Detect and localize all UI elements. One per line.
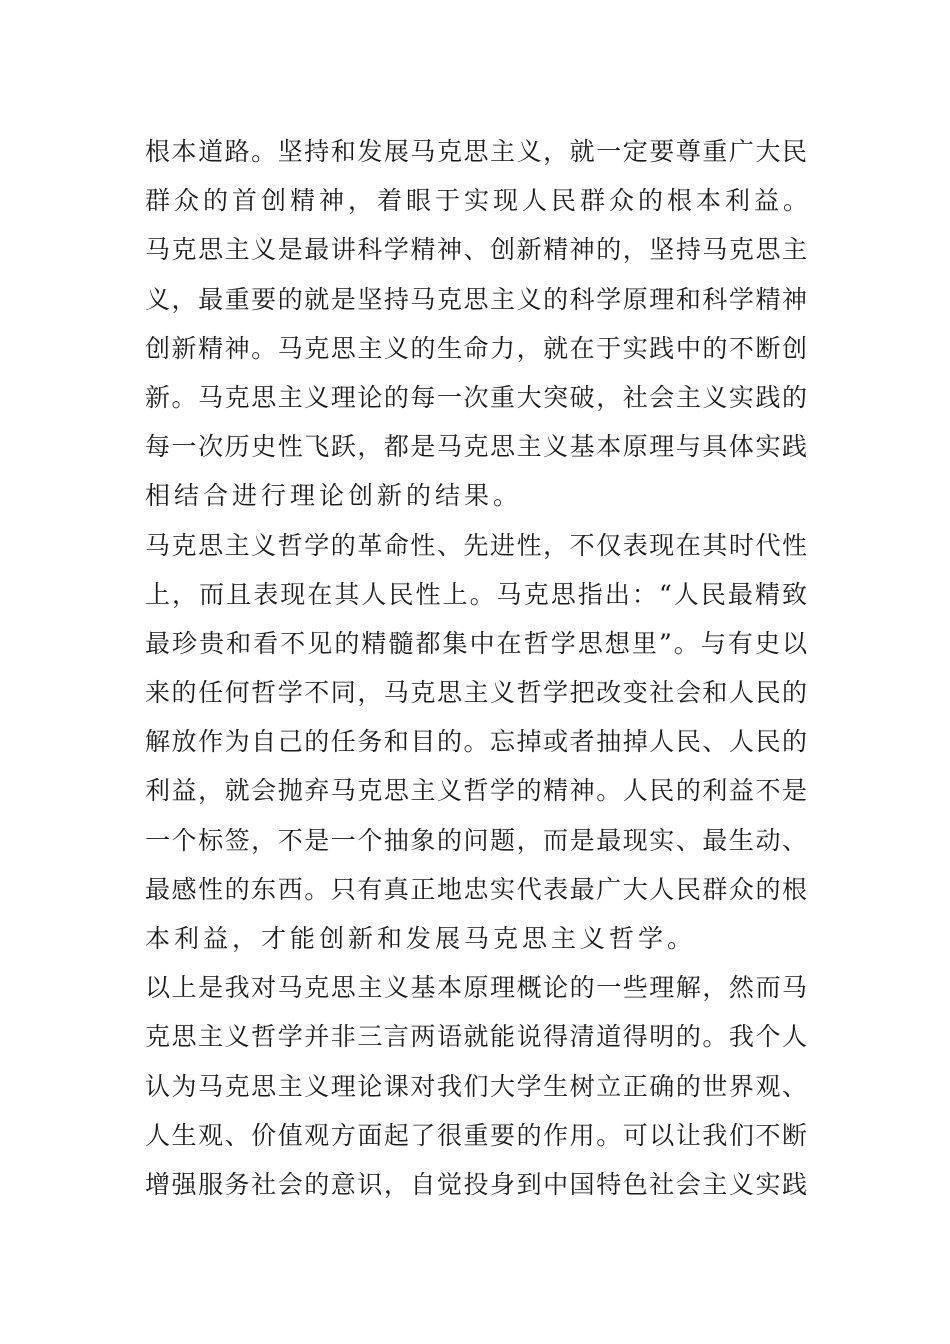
text-line: 以上是我对马克思主义基本原理概论的一些理解，然而马 [145, 973, 807, 1003]
text-line: 一个标签，不是一个抽象的问题，而是最现实、最生动、 [145, 825, 807, 855]
text-line: 义，最重要的就是坚持马克思主义的科学原理和科学精神 [145, 284, 807, 314]
text-line: 相结合进行理论创新的结果。 [145, 481, 523, 511]
text-line: 马克思主义是最讲科学精神、创新精神的，坚持马克思主 [145, 235, 807, 265]
text-line: 群众的首创精神，着眼于实现人民群众的根本利益。 [145, 186, 813, 216]
text-line: 新。马克思主义理论的每一次重大突破，社会主义实践的 [145, 382, 807, 412]
text-line: 人生观、价值观方面起了很重要的作用。可以让我们不断 [145, 1120, 807, 1150]
text-line: 认为马克思主义理论课对我们大学生树立正确的世界观、 [145, 1071, 807, 1101]
text-line: 解放作为自己的任务和目的。忘掉或者抽掉人民、人民的 [145, 727, 807, 757]
text-line: 克思主义哲学并非三言两语就能说得清道得明的。我个人 [145, 1022, 807, 1052]
paragraph-3 [145, 521, 807, 964]
text-line: 最感性的东西。只有真正地忠实代表最广大人民群众的根 [145, 874, 807, 904]
text-line: 最珍贵和看不见的精髓都集中在哲学思想里”。与有史以 [145, 628, 807, 658]
paragraph-4 [145, 963, 807, 1209]
text-line: 增强服务社会的意识，自觉投身到中国特色社会主义实践 [145, 1169, 807, 1199]
text-line: 每一次历史性飞跃，都是马克思主义基本原理与具体实践 [145, 432, 807, 462]
text-line: 根本道路。坚持和发展马克思主义，就一定要尊重广大民 [145, 137, 807, 166]
text-line: 来的任何哲学不同，马克思主义哲学把改变社会和人民的 [145, 678, 807, 708]
document-body [145, 127, 813, 1209]
paragraph-2 [145, 225, 807, 520]
text-line: 利益，就会抛弃马克思主义哲学的精神。人民的利益不是 [145, 776, 807, 806]
text-line: 本利益，才能创新和发展马克思主义哲学。 [145, 924, 697, 953]
text-line: 创新精神。马克思主义的生命力，就在于实践中的不断创 [145, 333, 807, 363]
text-line: 马克思主义哲学的革命性、先进性，不仅表现在其时代性 [145, 530, 807, 560]
text-line: 上，而且表现在其人民性上。马克思指出：“人民最精致 [145, 579, 807, 609]
paragraph-1 [145, 127, 813, 225]
